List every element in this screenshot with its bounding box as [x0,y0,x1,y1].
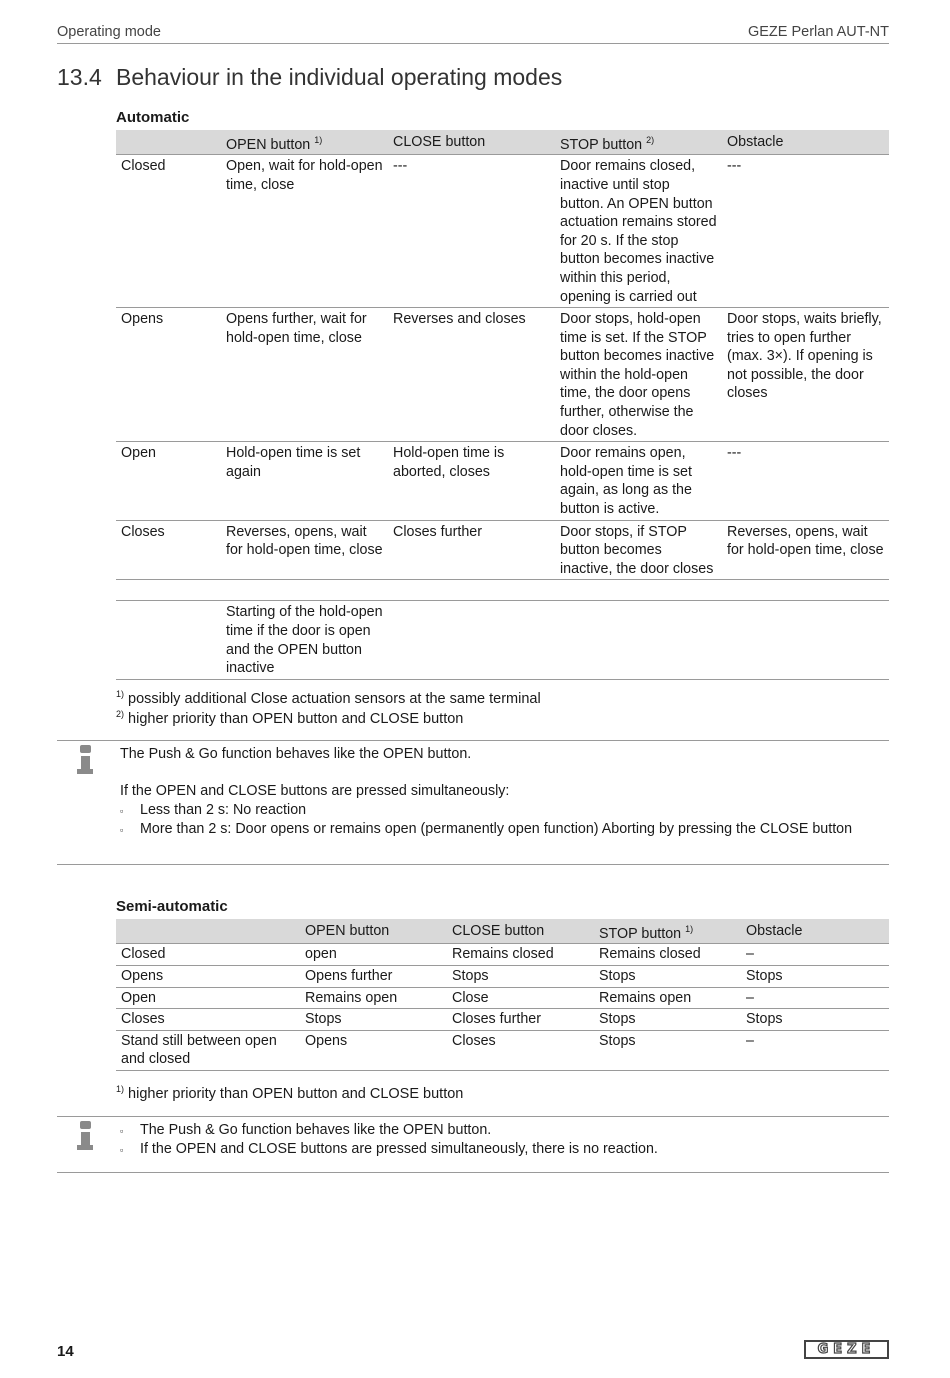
table-row [116,601,889,679]
table-cell: Open, wait for hold-open time, close [221,155,388,308]
info-box-bottom-rule [57,1172,889,1173]
geze-logo: GEZE [804,1340,889,1359]
automatic-table [116,130,889,680]
table-cell: – [741,1030,889,1070]
table-cell: – [741,987,889,1009]
info-line: If the OPEN and CLOSE buttons are pressed simultaneously: [120,783,510,799]
table-cell [722,601,889,679]
column-header: CLOSE button [388,130,555,155]
table-row [116,308,889,442]
column-header [116,130,221,155]
table-cell: Closed [116,944,300,966]
table-cell: Opens further, wait for hold-open time, close [221,308,388,442]
table-cell: Stops [594,1030,741,1070]
table-cell [116,580,221,601]
column-header: Obstacle [722,130,889,155]
bullet-icon: ▫ [120,1145,124,1155]
table-cell: Stops [594,1009,741,1031]
table-cell: Close [447,987,594,1009]
table-cell: Opens [116,308,221,442]
table-row [116,1030,889,1070]
table-cell: Closed [116,155,221,308]
bullet-icon: ▫ [120,825,124,835]
list-item: ▫ If the OPEN and CLOSE buttons are pressed simultaneously, there is no reaction. [120,1140,890,1159]
table-cell: Door stops, hold-open time is set. If the STOP button becomes inactive within the hold-open time, the door opens further, otherwise the door closes. [555,308,722,442]
table-cell [555,580,722,601]
table-cell [116,601,221,679]
semi-automatic-table [116,919,889,1071]
info-box-text [120,745,890,839]
table-row [116,987,889,1009]
column-header: OPEN button [300,919,447,944]
table-row [116,944,889,966]
table-cell: Opens [116,965,300,987]
table-cell [388,580,555,601]
table-cell: Door remains open, hold-open time is set again, as long as the button is active. [555,442,722,520]
table-cell [722,580,889,601]
info-line: The Push & Go function behaves like the OPEN button. [120,746,472,762]
table-row [116,965,889,987]
table-cell: Remains open [594,987,741,1009]
bullet-icon: ▫ [120,806,124,816]
table-row [116,520,889,580]
table-cell: Closes [116,520,221,580]
automatic-heading: Automatic [116,109,190,126]
list-item: ▫ The Push & Go function behaves like the OPEN button. [120,1121,890,1140]
table-cell: Door stops, waits briefly, tries to open further (max. 3×). If opening is not possible, the door closes [722,308,889,442]
page-number: 14 [57,1343,74,1360]
section-number: 13.4 [57,64,102,90]
column-header: Obstacle [741,919,889,944]
column-header: CLOSE button [447,919,594,944]
table-cell: Stand still between open and closed [116,1030,300,1070]
table-row [116,1009,889,1031]
table-header-row [116,130,889,155]
footnote: $^{1)}$ possibly additional Close actuation sensors at the same terminal [116,689,541,707]
info-box-text [120,1121,890,1159]
column-header: STOP button $^{1)}$ [594,919,741,944]
footnote: $^{2)}$ higher priority than OPEN button and CLOSE button [116,709,464,727]
table-row-empty [116,580,889,601]
table-cell: --- [722,442,889,520]
table-cell: Closes [116,1009,300,1031]
table-cell: Closes further [388,520,555,580]
table-header-row [116,919,889,944]
table-cell: --- [388,155,555,308]
table-cell: --- [722,155,889,308]
running-header-left: Operating mode [57,24,161,40]
table-cell: Closes [447,1030,594,1070]
list-item: ▫ More than 2 s: Door opens or remains open (permanently open function) Aborting by pressing the CLOSE button [120,820,888,839]
table-row [116,155,889,308]
table-cell: Closes further [447,1009,594,1031]
table-cell: Door stops, if STOP button becomes inactive, the door closes [555,520,722,580]
table-cell: Hold-open time is set again [221,442,388,520]
info-box-top-rule [57,740,889,741]
table-cell: Reverses, opens, wait for hold-open time, close [221,520,388,580]
table-cell: Stops [447,965,594,987]
table-cell: Stops [741,965,889,987]
info-box-bottom-rule [57,864,889,865]
table-cell [221,580,388,601]
table-cell: Open [116,442,221,520]
section-title: Behaviour in the individual operating modes [116,64,563,90]
semi-automatic-heading: Semi-automatic [116,898,228,915]
table-cell: Stops [741,1009,889,1031]
table-cell [388,601,555,679]
table-cell: open [300,944,447,966]
column-header: STOP button $^{2)}$ [555,130,722,155]
table-cell: Starting of the hold-open time if the door is open and the OPEN button inactive [221,601,388,679]
running-header-right: GEZE Perlan AUT-NT [747,24,889,40]
table-cell: Reverses, opens, wait for hold-open time, close [722,520,889,580]
table-row [116,442,889,520]
table-cell: – [741,944,889,966]
table-cell: Hold-open time is aborted, closes [388,442,555,520]
table-cell: Door remains closed, inactive until stop button. An OPEN button actuation remains stored for 20 s. If the stop button becomes inactive within this period, opening is carried out [555,155,722,308]
column-header [116,919,300,944]
header-rule [57,43,889,44]
table-cell: Stops [594,965,741,987]
table-cell: Opens further [300,965,447,987]
column-header: OPEN button $^{1)}$ [221,130,388,155]
footnote: $^{1)}$ higher priority than OPEN button and CLOSE button [116,1084,464,1102]
bullet-icon: ▫ [120,1126,124,1136]
table-cell: Remains open [300,987,447,1009]
table-cell: Opens [300,1030,447,1070]
list-item: ▫ Less than 2 s: No reaction [120,801,890,820]
table-cell: Open [116,987,300,1009]
table-cell [555,601,722,679]
table-cell: Stops [300,1009,447,1031]
table-cell: Reverses and closes [388,308,555,442]
table-cell: Remains closed [447,944,594,966]
table-cell: Remains closed [594,944,741,966]
info-box-top-rule [57,1116,889,1117]
